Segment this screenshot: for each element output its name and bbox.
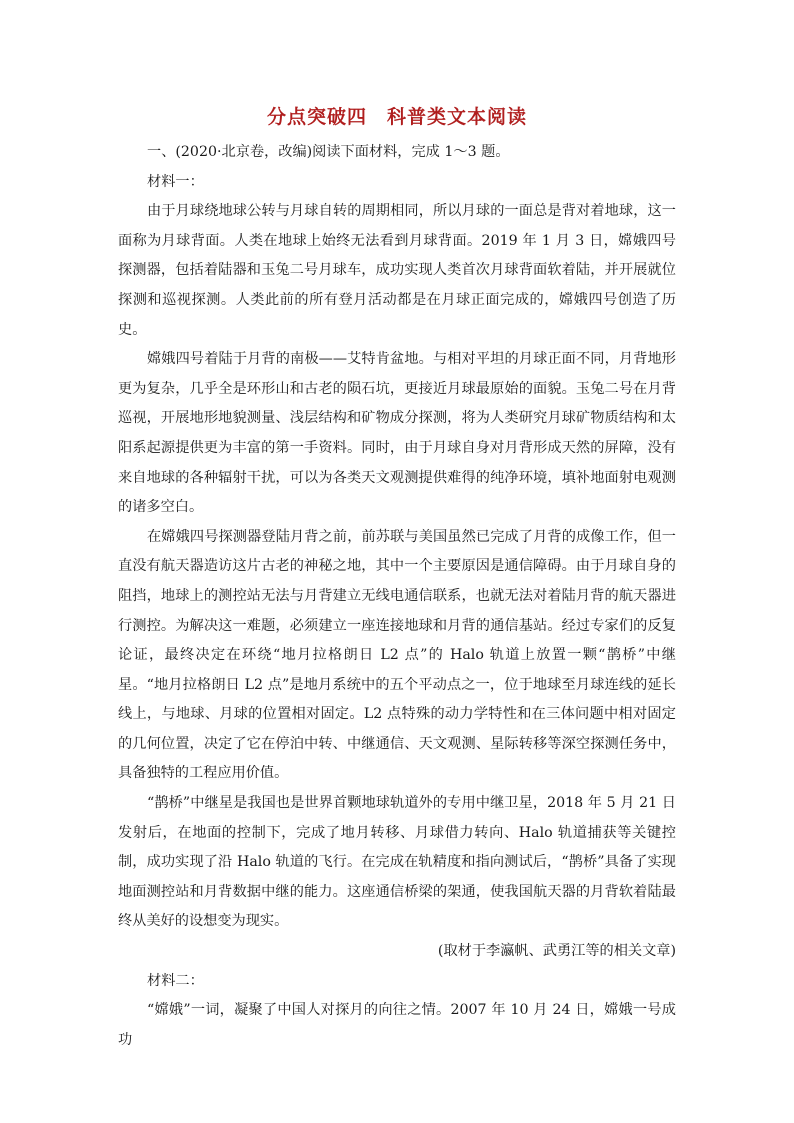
material2-label: 材料二： — [147, 972, 204, 989]
page-title: 分点突破四 科普类文本阅读 — [266, 106, 527, 128]
document-page — [118, 104, 676, 1055]
material1-label: 材料一： — [147, 173, 204, 190]
material1-paragraph-4: “鹊桥”中继星是我国也是世界首颗地球轨道外的专用中继卫星，2018 年 5 月 21 日发射后，在地面的控制下，完成了地月转移、月球借力转向、Halo 轨道捕获等关键控制，成功实现了沿 Halo 轨道的飞行。在完成在轨精度和指向测试后，“鹊桥”具备了实现地面测控站和月背数据中继的能力。这座通信桥梁的架通，使我国航天器的月背软着陆最终从美好的设想变为现实。 — [118, 795, 676, 930]
material1-paragraph-1: 由于月球绕地球公转与月球自转的周期相同，所以月球的一面总是背对着地球，这一面称为月球背面。人类在地球上始终无法看到月球背面。2019 年 1 月 3 日，嫦娥四号探测器，包括着陆器和玉兔二号月球车，成功实现人类首次月球背面软着陆，并开展就位探测和巡视探测。人类此前的所有登月活动都是在月球正面完成的，嫦娥四号创造了历史。 — [118, 203, 676, 338]
material1-paragraph-2: 嫦娥四号着陆于月背的南极——艾特肯盆地。与相对平坦的月球正面不同，月背地形更为复杂，几乎全是环形山和古老的陨石坑，更接近月球最原始的面貌。玉兔二号在月背巡视，开展地形地貌测量、浅层结构和矿物成分探测，将为人类研究月球矿物质结构和太阳系起源提供更为丰富的第一手资料。同时，由于月球自身对月背形成天然的屏障，没有来自地球的各种辐射干扰，可以为各类天文观测提供难得的纯净环境，填补地面射电观测的诸多空白。 — [118, 351, 676, 516]
question-intro: 一、(2020·北京卷，改编)阅读下面材料，完成 1～3 题。 — [147, 144, 510, 160]
material1-paragraph-3: 在嫦娥四号探测器登陆月背之前，前苏联与美国虽然已完成了月背的成像工作，但一直没有航天器造访这片古老的神秘之地，其中一个主要原因是通信障碍。由于月球自身的阻挡，地球上的测控站无法与月背建立无线电通信联系，也就无法对着陆月背的航天器进行测控。为解决这一难题，必须建立一座连接地球和月背的通信基站。经过专家们的反复论证，最终决定在环绕“地月拉格朗日 L2 点”的 Halo 轨道上放置一颗“鹊桥”中继星。“地月拉格朗日 L2 点”是地月系统中的五个平动点之一，位于地球至月球连线的延长线上，与地球、月球的位置相对固定。L2 点特殊的动力学特性和在三体问题中相对固定的几何位置，决定了它在停泊中转、中继通信、天文观测、星际转移等深空探测任务中，具备独特的工程应用价值。 — [118, 528, 676, 782]
material2-paragraph-1: “嫦娥”一词，凝聚了中国人对探月的向往之情。2007 年 10 月 24 日，嫦娥一号成功 — [118, 1002, 676, 1048]
material1-source: (取材于李瀛帆、武勇江等的相关文章) — [437, 943, 676, 960]
